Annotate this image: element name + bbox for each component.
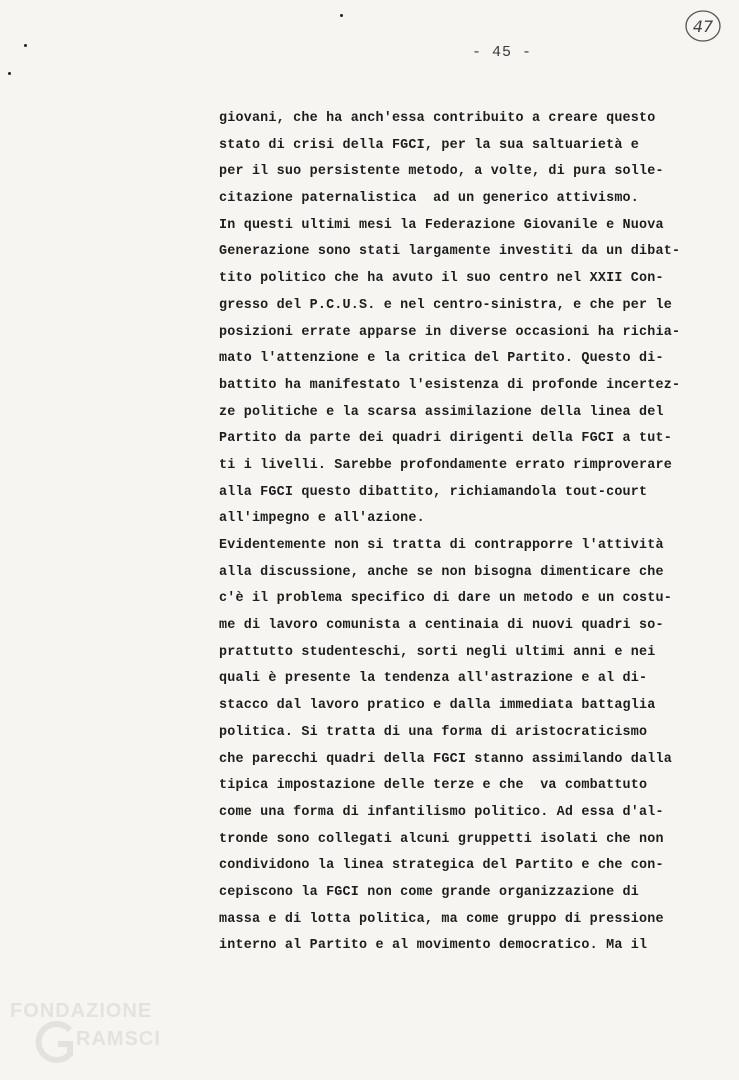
- text-line: gresso del P.C.U.S. e nel centro-sinistra, e che per le: [219, 297, 672, 313]
- text-line: massa e di lotta politica, ma come gruppo di pressione: [219, 911, 664, 927]
- text-line: come una forma di infantilismo politico. Ad essa d'al-: [219, 804, 664, 820]
- text-line: tito politico che ha avuto il suo centro nel XXII Con-: [219, 271, 664, 287]
- text-line: Evidentemente non si tratta di contrapporre l'attività: [219, 538, 664, 553]
- text-line: all'impegno e all'azione.: [219, 511, 425, 527]
- text-line: stacco dal lavoro pratico e dalla immediata battaglia: [219, 698, 656, 714]
- text-line: interno al Partito e al movimento democratico. Ma il: [219, 938, 648, 954]
- text-line: politica. Si tratta di una forma di aristocraticismo: [219, 724, 648, 740]
- text-line: alla discussione, anche se non bisogna dimenticare che: [219, 564, 664, 580]
- typed-body-text: [219, 106, 729, 960]
- archive-stamp-number: 47: [692, 16, 714, 36]
- text-line: mato l'attenzione e la critica del Partito. Questo di-: [219, 351, 664, 367]
- text-line: posizioni errate apparse in diverse occasioni ha richia-: [219, 324, 681, 340]
- text-line: tipica impostazione delle terze e che va combattuto: [219, 778, 648, 794]
- watermark-g-logo-icon: [30, 1020, 80, 1064]
- fondazione-gramsci-watermark: [10, 994, 210, 1074]
- text-line: me di lavoro comunista a centinaia di nuovi quadri so-: [219, 618, 664, 634]
- text-line: alla FGCI questo dibattito, richiamandola tout-court: [219, 484, 648, 500]
- text-line: per il suo persistente metodo, a volte, di pura solle-: [219, 164, 664, 180]
- paper-speck: [340, 14, 343, 17]
- paper-speck: [24, 44, 27, 47]
- text-line: quali è presente la tendenza all'astrazione e al di-: [219, 671, 648, 687]
- watermark-line-1: FONDAZIONE: [10, 1000, 153, 1022]
- text-line: c'è il problema specifico di dare un metodo e un costu-: [219, 591, 672, 607]
- text-line: Partito da parte dei quadri dirigenti della FGCI a tut-: [219, 431, 672, 447]
- text-line: citazione paternalistica ad un generico attivismo.: [219, 191, 640, 207]
- text-line: cepiscono la FGCI non come grande organizzazione di: [219, 884, 640, 900]
- paper-speck: [8, 72, 11, 75]
- archive-page-stamp: [683, 8, 723, 44]
- text-line: ze politiche e la scarsa assimilazione della linea del: [219, 404, 664, 420]
- text-line: che parecchi quadri della FGCI stanno assimilando dalla: [219, 751, 672, 767]
- page-number: - 45 -: [472, 44, 533, 61]
- text-line: prattutto studenteschi, sorti negli ultimi anni e nei: [219, 644, 656, 660]
- text-line: In questi ultimi mesi la Federazione Giovanile e Nuova: [219, 217, 664, 233]
- text-line: stato di crisi della FGCI, per la sua saltuarietà e: [219, 137, 640, 153]
- text-line: Generazione sono stati largamente investiti da un dibat-: [219, 244, 681, 260]
- text-line: battito ha manifestato l'esistenza di profonde incertez-: [219, 377, 681, 393]
- text-line: giovani, che ha anch'essa contribuito a creare questo: [219, 111, 656, 126]
- text-line: ti i livelli. Sarebbe profondamente errato rimproverare: [219, 457, 672, 473]
- text-line: condividono la linea strategica del Partito e che con-: [219, 858, 664, 874]
- watermark-line-2: RAMSCI: [76, 1028, 161, 1050]
- text-line: tronde sono collegati alcuni gruppetti isolati che non: [219, 831, 664, 847]
